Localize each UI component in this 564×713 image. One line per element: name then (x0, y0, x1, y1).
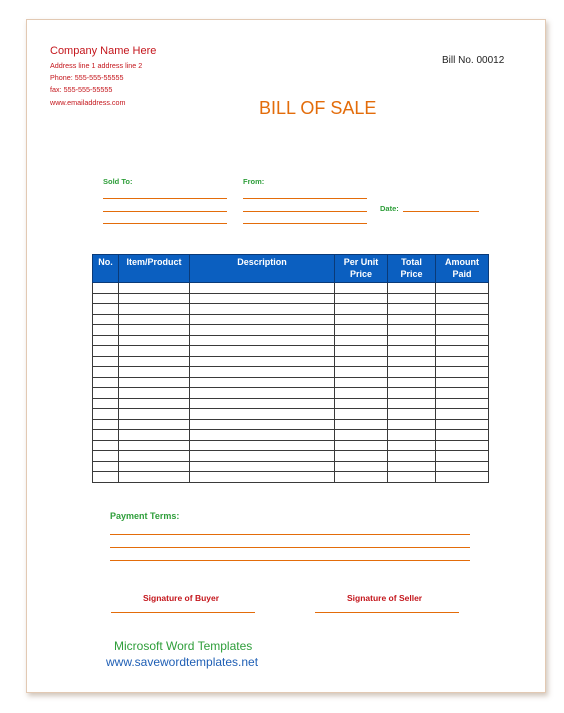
table-cell[interactable] (119, 377, 190, 388)
table-cell[interactable] (93, 335, 119, 346)
table-cell[interactable] (388, 325, 436, 336)
table-cell[interactable] (436, 430, 489, 441)
table-cell[interactable] (335, 346, 388, 357)
table-cell[interactable] (388, 283, 436, 294)
sold-to-line-1[interactable] (103, 198, 227, 199)
table-cell[interactable] (190, 451, 335, 462)
table-cell[interactable] (190, 283, 335, 294)
table-cell[interactable] (190, 304, 335, 315)
table-cell[interactable] (190, 377, 335, 388)
table-cell[interactable] (335, 367, 388, 378)
table-cell[interactable] (190, 461, 335, 472)
footer-url[interactable]: www.savewordtemplates.net (106, 655, 259, 669)
table-cell[interactable] (93, 440, 119, 451)
table-cell[interactable] (190, 293, 335, 304)
table-cell[interactable] (436, 346, 489, 357)
buyer-signature-line[interactable] (111, 612, 255, 613)
table-cell[interactable] (119, 346, 190, 357)
table-cell[interactable] (93, 377, 119, 388)
table-cell[interactable] (388, 367, 436, 378)
payment-terms-line-2[interactable] (110, 547, 470, 548)
table-cell[interactable] (119, 388, 190, 399)
table-cell[interactable] (93, 388, 119, 399)
company-phone: Phone: 555-555-55555 (50, 73, 124, 82)
table-row (93, 335, 489, 346)
table-cell[interactable] (436, 377, 489, 388)
table-cell[interactable] (119, 398, 190, 409)
seller-signature-line[interactable] (315, 612, 459, 613)
table-cell[interactable] (335, 335, 388, 346)
table-row (93, 377, 489, 388)
table-cell[interactable] (119, 461, 190, 472)
col-header-description: Description (190, 255, 335, 283)
table-cell[interactable] (436, 293, 489, 304)
table-cell[interactable] (93, 472, 119, 483)
col-header-total-price: Total Price (388, 255, 436, 283)
company-fax: fax: 555-555-55555 (50, 85, 113, 94)
table-cell[interactable] (190, 325, 335, 336)
table-cell[interactable] (190, 430, 335, 441)
table-cell[interactable] (190, 409, 335, 420)
table-cell[interactable] (93, 419, 119, 430)
table-row (93, 388, 489, 399)
table-cell[interactable] (93, 409, 119, 420)
table-cell[interactable] (93, 293, 119, 304)
bill-number: Bill No. 00012 (442, 55, 505, 66)
table-cell[interactable] (93, 461, 119, 472)
table-cell[interactable] (119, 440, 190, 451)
table-cell[interactable] (436, 314, 489, 325)
buyer-signature-label: Signature of Buyer (143, 593, 220, 603)
from-line-1[interactable] (243, 198, 367, 199)
table-cell[interactable] (388, 398, 436, 409)
table-cell[interactable] (335, 356, 388, 367)
from-line-2[interactable] (243, 211, 367, 212)
company-name: Company Name Here (50, 45, 157, 57)
table-row (93, 283, 489, 294)
table-cell[interactable] (388, 356, 436, 367)
table-cell[interactable] (335, 451, 388, 462)
table-cell[interactable] (119, 293, 190, 304)
company-address: Address line 1 address line 2 (50, 61, 143, 70)
table-row (93, 293, 489, 304)
table-cell[interactable] (388, 335, 436, 346)
table-cell[interactable] (119, 430, 190, 441)
table-cell[interactable] (388, 314, 436, 325)
table-cell[interactable] (335, 304, 388, 315)
table-row (93, 314, 489, 325)
table-cell[interactable] (335, 325, 388, 336)
table-row (93, 461, 489, 472)
table-cell[interactable] (93, 367, 119, 378)
table-cell[interactable] (436, 335, 489, 346)
table-cell[interactable] (119, 304, 190, 315)
table-cell[interactable] (388, 409, 436, 420)
table-cell[interactable] (190, 440, 335, 451)
payment-terms-line-1[interactable] (110, 534, 470, 535)
table-cell[interactable] (388, 293, 436, 304)
sold-to-line-2[interactable] (103, 211, 227, 212)
table-row (93, 304, 489, 315)
col-header-item: Item/Product (119, 255, 190, 283)
table-cell[interactable] (335, 388, 388, 399)
table-cell[interactable] (93, 398, 119, 409)
payment-terms-label: Payment Terms: (110, 511, 180, 521)
table-cell[interactable] (119, 451, 190, 462)
table-cell[interactable] (436, 461, 489, 472)
table-row (93, 367, 489, 378)
table-cell[interactable] (436, 325, 489, 336)
table-cell[interactable] (119, 314, 190, 325)
table-cell[interactable] (119, 283, 190, 294)
table-cell[interactable] (436, 304, 489, 315)
table-cell[interactable] (335, 283, 388, 294)
table-cell[interactable] (119, 367, 190, 378)
table-cell[interactable] (388, 440, 436, 451)
table-cell[interactable] (335, 440, 388, 451)
table-row (93, 398, 489, 409)
table-cell[interactable] (190, 367, 335, 378)
from-label: From: (243, 177, 265, 186)
table-cell[interactable] (335, 293, 388, 304)
table-cell[interactable] (93, 304, 119, 315)
from-line-3[interactable] (243, 223, 367, 224)
table-cell[interactable] (119, 419, 190, 430)
table-cell[interactable] (335, 461, 388, 472)
table-cell[interactable] (388, 388, 436, 399)
col-header-amount-paid: Amount Paid (436, 255, 489, 283)
table-cell[interactable] (335, 472, 388, 483)
col-header-per-unit-price: Per Unit Price (335, 255, 388, 283)
table-cell[interactable] (93, 346, 119, 357)
table-cell[interactable] (436, 388, 489, 399)
table-row (93, 356, 489, 367)
table-cell[interactable] (93, 451, 119, 462)
table-cell[interactable] (335, 314, 388, 325)
table-cell[interactable] (119, 472, 190, 483)
table-cell[interactable] (436, 440, 489, 451)
footer-brand: Microsoft Word Templates (114, 639, 253, 653)
table-cell[interactable] (388, 419, 436, 430)
table-row (93, 451, 489, 462)
table-row (93, 409, 489, 420)
table-cell[interactable] (190, 419, 335, 430)
table-row (93, 430, 489, 441)
table-cell[interactable] (190, 472, 335, 483)
page-title: BILL OF SALE (259, 98, 377, 118)
table-row (93, 440, 489, 451)
table-cell[interactable] (388, 304, 436, 315)
table-cell[interactable] (119, 409, 190, 420)
bill-of-sale-page (26, 19, 546, 693)
sold-to-label: Sold To: (103, 177, 133, 186)
table-cell[interactable] (436, 419, 489, 430)
table-row (93, 346, 489, 357)
seller-signature-label: Signature of Seller (347, 593, 423, 603)
table-cell[interactable] (190, 398, 335, 409)
col-header-no: No. (93, 255, 119, 283)
table-cell[interactable] (119, 335, 190, 346)
company-email: www.emailaddress.com (50, 98, 126, 107)
sold-to-line-3[interactable] (103, 223, 227, 224)
table-row (93, 419, 489, 430)
payment-terms-line-3[interactable] (110, 560, 470, 561)
table-cell[interactable] (436, 409, 489, 420)
table-cell[interactable] (388, 430, 436, 441)
table-cell[interactable] (436, 451, 489, 462)
table-cell[interactable] (335, 419, 388, 430)
table-cell[interactable] (119, 325, 190, 336)
table-cell[interactable] (93, 314, 119, 325)
date-line[interactable] (403, 211, 479, 212)
table-cell[interactable] (436, 283, 489, 294)
table-cell[interactable] (388, 346, 436, 357)
table-cell[interactable] (335, 377, 388, 388)
table-cell[interactable] (436, 472, 489, 483)
table-cell[interactable] (93, 430, 119, 441)
table-cell[interactable] (335, 409, 388, 420)
table-cell[interactable] (190, 356, 335, 367)
table-cell[interactable] (190, 335, 335, 346)
table-cell[interactable] (119, 356, 190, 367)
table-cell[interactable] (190, 314, 335, 325)
table-cell[interactable] (436, 367, 489, 378)
table-header-row (93, 255, 489, 283)
table-cell[interactable] (388, 451, 436, 462)
table-cell[interactable] (388, 461, 436, 472)
items-table (92, 254, 489, 483)
table-cell[interactable] (93, 325, 119, 336)
table-cell[interactable] (335, 398, 388, 409)
date-label: Date: (380, 204, 399, 213)
table-cell[interactable] (436, 356, 489, 367)
table-cell[interactable] (388, 472, 436, 483)
table-cell[interactable] (436, 398, 489, 409)
table-row (93, 325, 489, 336)
table-cell[interactable] (190, 388, 335, 399)
table-cell[interactable] (190, 346, 335, 357)
table-cell[interactable] (388, 377, 436, 388)
table-cell[interactable] (93, 356, 119, 367)
table-cell[interactable] (335, 430, 388, 441)
table-row (93, 472, 489, 483)
table-cell[interactable] (93, 283, 119, 294)
